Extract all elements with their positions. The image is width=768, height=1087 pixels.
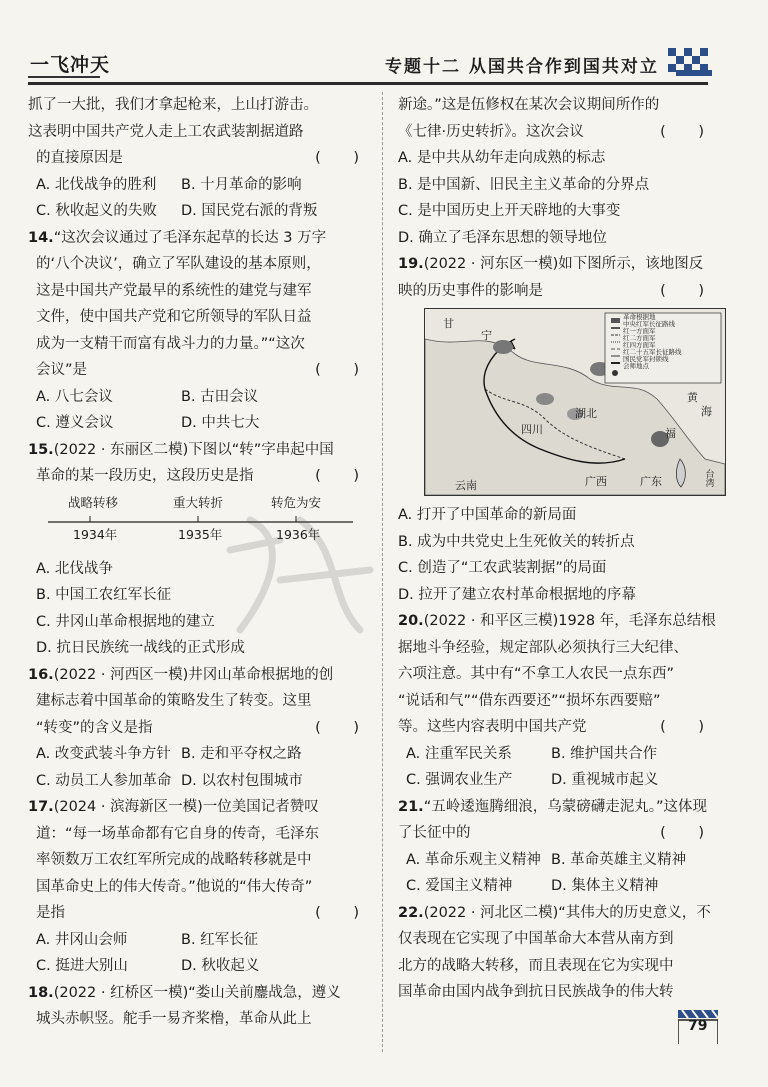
right-column [398,92,718,1006]
question-number: 22. [398,904,424,921]
text-line: 16.(2022 · 河西区一模)井冈山革命根据地的创 [28,666,334,683]
timeline-year: 1934年 [73,526,118,542]
question-number: 16. [28,666,54,683]
text-line: 国革命由国内战争到抗日民族战争的伟大转 [398,984,674,1000]
legend-item: 中央红军长征路线 [623,320,675,328]
checker-decoration-icon [668,48,712,78]
question-18-cont [398,92,718,251]
options-row [28,768,373,795]
text-line: “说话和气”“借东西要还”“损坏东西要赔” [398,692,661,709]
option-d: D. 集体主义精神 [551,878,659,894]
options-row [28,741,373,768]
brand-underline [28,76,100,78]
legend-item: 会师地点 [623,362,649,370]
text-line: 21.“五岭逶迤腾细浪，乌蒙磅礴走泥丸。”这体现 [398,798,707,815]
question-22 [398,900,718,1006]
map-place: 海 [701,405,712,418]
question-number: 14. [28,229,54,246]
map-legend [623,314,682,370]
text-line: 的‘八个决议’，确立了军队建设的基本原则， [36,256,321,272]
answer-bracket: ( ) [660,282,718,299]
option-a: A. 打开了中国革命的新局面 [398,507,577,523]
text-line: 的直接原因是 ( ) [28,145,373,172]
options-row [398,767,718,794]
text-line: “转变”的含义是指 ( ) [28,715,373,742]
option-b: B. 成为中共党史上生死攸关的转折点 [398,533,635,550]
text-line: 北方的战略大转移，而且表现在它为实现中 [398,957,674,974]
text-line: 这是中国共产党最早的系统性的建党与建军 [36,282,312,299]
timeline-label: 战略转移 [68,494,119,510]
timeline-label: 转危为安 [271,494,322,510]
legend-item: 红二十五军长征路线 [623,348,682,356]
text-line: 革命的某一段历史，这段历史是指 ( ) [28,463,373,490]
option-d: D. 中共七大 [181,415,260,431]
option-b: B. 红军长征 [181,931,259,948]
brand-logo: 一飞冲天 [30,54,111,76]
option-d: D. 国民党右派的背叛 [181,203,318,219]
answer-bracket: ( ) [315,905,373,921]
option-c: C. 动员工人参加革命 [36,772,172,789]
long-march-map [424,308,726,496]
map-place: 湖北 [575,407,597,420]
page-header [0,0,768,90]
text-line: 城头赤帜竖。舵手一易齐桨橹，革命从此上 [36,1011,312,1027]
question-number: 18. [28,984,54,1001]
text-line: 17.(2024 · 滨海新区一模)一位美国记者赞叹 [28,799,319,815]
text-line: 抓了一大批，我们才拿起枪来，上山打游击。 [28,97,318,113]
text-line: 了长征中的 ( ) [398,820,718,847]
text-line: 《七律·历史转折》。这次会议 ( ) [398,119,718,146]
text-line: 据地斗争经验，规定部队必须执行三大纪律、 [398,639,688,656]
options-row [398,741,718,768]
timeline-year: 1935年 [178,526,223,542]
option-d: D. 确立了毛泽东思想的领导地位 [398,229,607,246]
text-line: 仅表现在它实现了中国革命大本营从南方到 [398,931,674,947]
text-line: 15.(2022 · 东丽区二模)下图以“转”字串起中国 [28,441,334,458]
answer-bracket: ( ) [315,150,373,166]
answer-bracket: ( ) [660,719,718,735]
header-rule [28,82,708,85]
option-a: A. 革命乐观主义精神 [406,851,541,868]
option-a: A. 八七会议 [36,388,113,405]
text-line: 道：“每一场革命都有它自身的传奇，毛泽东 [36,825,320,842]
text-line: 等。这些内容表明中国共产党 ( ) [398,714,718,741]
map-place: 云南 [455,479,477,492]
text-line: 成为一支精干而富有战斗力的力量。”“这次 [36,335,305,352]
option-a: A. 改变武装斗争方针 [36,746,171,762]
text-line: 这表明中国共产党人走上工农武装割据道路 [28,123,304,140]
option-d: D. 以农村包围城市 [181,772,303,789]
text-line: 新途。”这是伍修权在某次会议期间所作的 [398,97,660,113]
option-a: A. 北伐战争的胜利 [36,176,157,193]
legend-item: 红二方面军 [623,334,656,342]
options-row [28,927,373,954]
option-b: B. 古田会议 [181,388,259,405]
map-place: 宁 [481,329,492,342]
topic-title: 专题十二 从国共合作到国共对立 [385,57,659,77]
question-21 [398,794,718,900]
option-c: C. 秋收起义的失败 [36,203,157,219]
option-b: B. 中国工农红军长征 [36,587,172,603]
question-17 [28,794,373,980]
option-b: B. 是中国新、旧民主主义革命的分界点 [398,176,650,193]
option-b: B. 走和平夺权之路 [181,746,302,762]
options-row [398,847,718,874]
timeline-year: 1936年 [276,526,321,542]
map-place: 福 [665,427,676,440]
option-a: A. 北伐战争 [36,560,113,577]
question-16 [28,662,373,795]
options-row [28,384,373,411]
map-place: 台湾 [703,469,714,487]
options-row [28,172,373,199]
text-line: 国革命史上的伟大传奇。”他说的“伟大传奇” [36,878,313,895]
question-20 [398,608,718,794]
text-line: 14.“这次会议通过了毛泽东起草的长达 3 万字 [28,229,327,246]
text-line: 22.(2022 · 河北区二模)“其伟大的历史意义，不 [398,904,711,921]
options-row [28,410,373,437]
question-18 [28,980,373,1033]
text-line: 文件，使中国共产党和它所领导的军队日益 [36,309,312,325]
page-number: 79 [688,1018,708,1034]
question-number: 19. [398,256,424,272]
option-d: D. 重视城市起义 [551,772,659,788]
text-line: 六项注意。其中有“不拿工人农民一点东西” [398,666,675,682]
options-row [28,198,373,225]
option-c: C. 创造了“工农武装割据”的局面 [398,560,607,576]
timeline-label: 重大转折 [173,494,224,510]
legend-item: 红四方面军 [623,341,656,349]
answer-bracket: ( ) [660,825,718,841]
option-d: D. 拉开了建立农村革命根据地的序幕 [398,586,636,603]
option-c: C. 强调农业生产 [406,772,513,788]
map-place: 黄 [687,391,698,404]
options-row [398,873,718,900]
legend-item: 红一方面军 [623,327,656,335]
option-c: C. 爱国主义精神 [406,878,513,894]
option-c: C. 挺进大别山 [36,958,128,974]
text-line: 20.(2022 · 和平区三模)1928 年，毛泽东总结根 [398,613,716,629]
text-line: 映的历史事件的影响是 ( ) [398,278,718,305]
option-b: B. 维护国共合作 [551,745,658,762]
option-c: C. 井冈山革命根据地的建立 [36,613,215,630]
text-line: 18.(2022 · 红桥区一模)“娄山关前鏖战急，遵义 [28,984,341,1001]
question-14 [28,225,373,437]
option-d: D. 秋收起义 [181,958,260,974]
answer-bracket: ( ) [315,719,373,736]
option-c: C. 遵义会议 [36,415,114,431]
question-number: 21. [398,798,424,815]
text-line: 是指 ( ) [28,900,373,927]
option-d: D. 抗日民族统一战线的正式形成 [36,640,245,656]
question-13 [28,92,373,225]
text-line: 19.(2022 · 河东区一模)如下图所示，该地图反 [398,256,704,272]
question-19 [398,251,718,608]
option-b: B. 十月革命的影响 [181,176,302,193]
map-place: 甘 [443,317,454,330]
option-a: A. 是中共从幼年走向成熟的标志 [398,150,606,166]
watermark-logo-icon [210,480,390,660]
legend-item: 革命根据地 [623,313,656,321]
map-place: 广西 [585,475,607,488]
map-place: 广东 [640,475,662,488]
map-place: 四川 [521,423,543,436]
question-number: 20. [398,613,424,629]
question-number: 15. [28,441,54,458]
text-line: 率领数万工农红军所完成的战略转移就是中 [36,852,312,868]
answer-bracket: ( ) [315,468,373,484]
option-a: A. 注重军民关系 [406,745,512,762]
options-row [28,953,373,980]
answer-bracket: ( ) [315,362,373,378]
text-line: 会议”是 ( ) [28,357,373,384]
question-number: 17. [28,799,54,815]
answer-bracket: ( ) [660,123,718,140]
option-a: A. 井冈山会师 [36,931,128,948]
text-line: 建标志着中国革命的策略发生了转变。这里 [36,693,312,709]
option-c: C. 是中国历史上开天辟地的大事变 [398,203,621,219]
legend-item: 国民党军封锁线 [623,355,669,363]
option-b: B. 革命英雄主义精神 [551,851,687,868]
